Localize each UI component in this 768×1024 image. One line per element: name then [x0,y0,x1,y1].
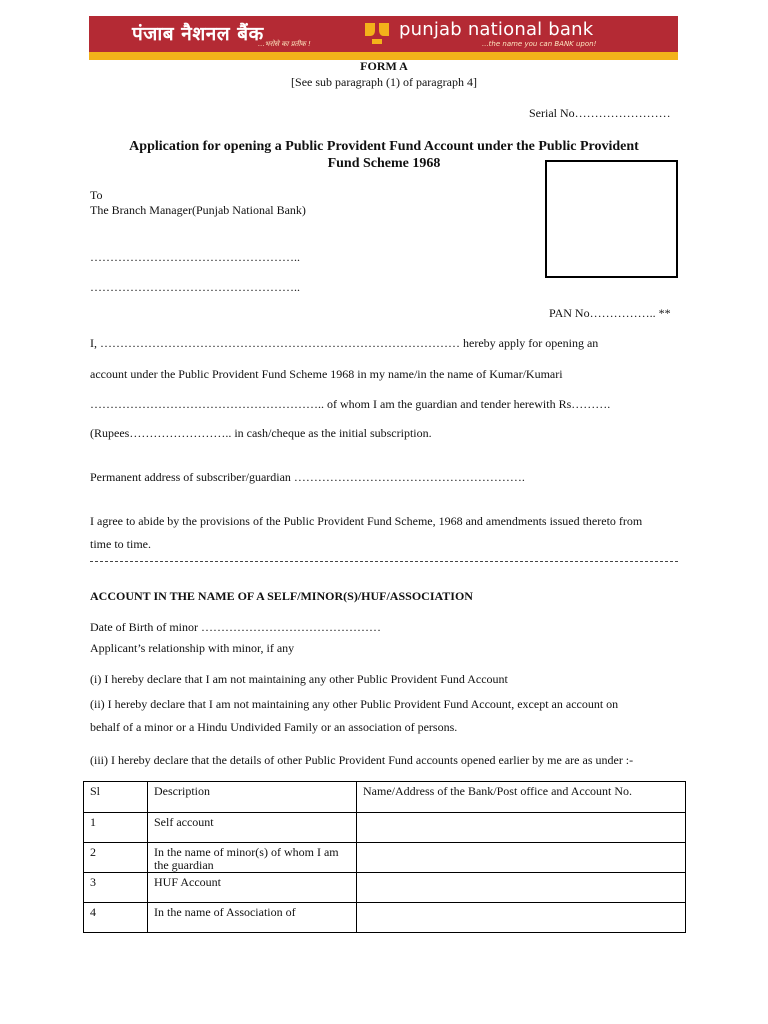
header-bank: Name/Address of the Bank/Post office and Account No. [357,782,686,813]
serial-number: Serial No…………………… [529,106,671,120]
cell-description: In the name of minor(s) of whom I am the guardian [148,843,357,873]
table-row [84,873,686,903]
declaration-2-line-1: (ii) I hereby declare that I am not maintaining any other Public Provident Fund Account, except an account on [90,697,619,711]
accounts-table [83,781,686,933]
table-header-row [84,782,686,813]
cell-bank[interactable] [357,903,686,933]
cell-sl: 2 [84,843,148,873]
cell-sl: 3 [84,873,148,903]
address-blank-1: …………………………………………….. [90,250,300,264]
cell-description: Self account [148,813,357,843]
cell-description: HUF Account [148,873,357,903]
cell-bank[interactable] [357,873,686,903]
table-row [84,813,686,843]
bank-name-english: punjab national bank [399,19,594,40]
tagline-english: ...the name you can BANK upon! [482,40,597,48]
photo-box [545,160,678,278]
pnb-logo-icon [362,20,392,46]
minor-dob: Date of Birth of minor ……………………………………… [90,620,381,634]
table-row [84,843,686,873]
pan-number: PAN No…………….. ** [549,306,671,320]
declaration-2-line-2: behalf of a minor or a Hindu Undivided Family or an association of persons. [90,720,458,734]
agreement-line-2: time to time. [90,537,151,551]
form-title: FORM A [360,59,408,73]
declaration-3: (iii) I hereby declare that the details of other Public Provident Fund accounts opened earlier by me are as under :- [90,753,634,767]
section-heading: ACCOUNT IN THE NAME OF A SELF/MINOR(S)/HUF/ASSOCIATION [90,589,473,603]
bank-name-hindi: पंजाब नैशनल बैंक [132,23,264,45]
agreement-line-1: I agree to abide by the provisions of the Public Provident Fund Scheme, 1968 and amendments issued thereto from [90,514,643,528]
cell-sl: 4 [84,903,148,933]
declaration-1: (i) I hereby declare that I am not maintaining any other Public Provident Fund Account [90,672,508,686]
addressee: The Branch Manager(Punjab National Bank) [90,203,306,217]
application-line-2: account under the Public Provident Fund Scheme 1968 in my name/in the name of Kumar/Kumari [90,367,563,381]
application-line-3: ………………………………………………….. of whom I am the guardian and tender herewith Rs………. [90,397,611,411]
application-line-1: I, ……………………………………………………………………………… hereby apply for opening an [90,336,599,350]
permanent-address: Permanent address of subscriber/guardian …………………………………………………. [90,470,525,484]
cell-sl: 1 [84,813,148,843]
application-line-4: (Rupees…………………….. in cash/cheque as the initial subscription. [90,426,432,440]
header-sl: Sl [84,782,148,813]
page-title: Application for opening a Public Provident Fund Account under the Public Provident Fund Scheme 1968 [129,139,639,171]
tagline-hindi: ...भरोसे का प्रतीक ! [258,40,311,48]
to-label: To [90,188,103,202]
minor-relationship: Applicant’s relationship with minor, if any [90,641,295,655]
table-row [84,903,686,933]
header-description: Description [148,782,357,813]
cell-description: In the name of Association of [148,903,357,933]
dashed-separator [90,561,678,568]
address-blank-2: …………………………………………….. [90,280,300,294]
sub-reference: [See sub paragraph (1) of paragraph 4] [291,75,477,89]
cell-bank[interactable] [357,843,686,873]
cell-bank[interactable] [357,813,686,843]
